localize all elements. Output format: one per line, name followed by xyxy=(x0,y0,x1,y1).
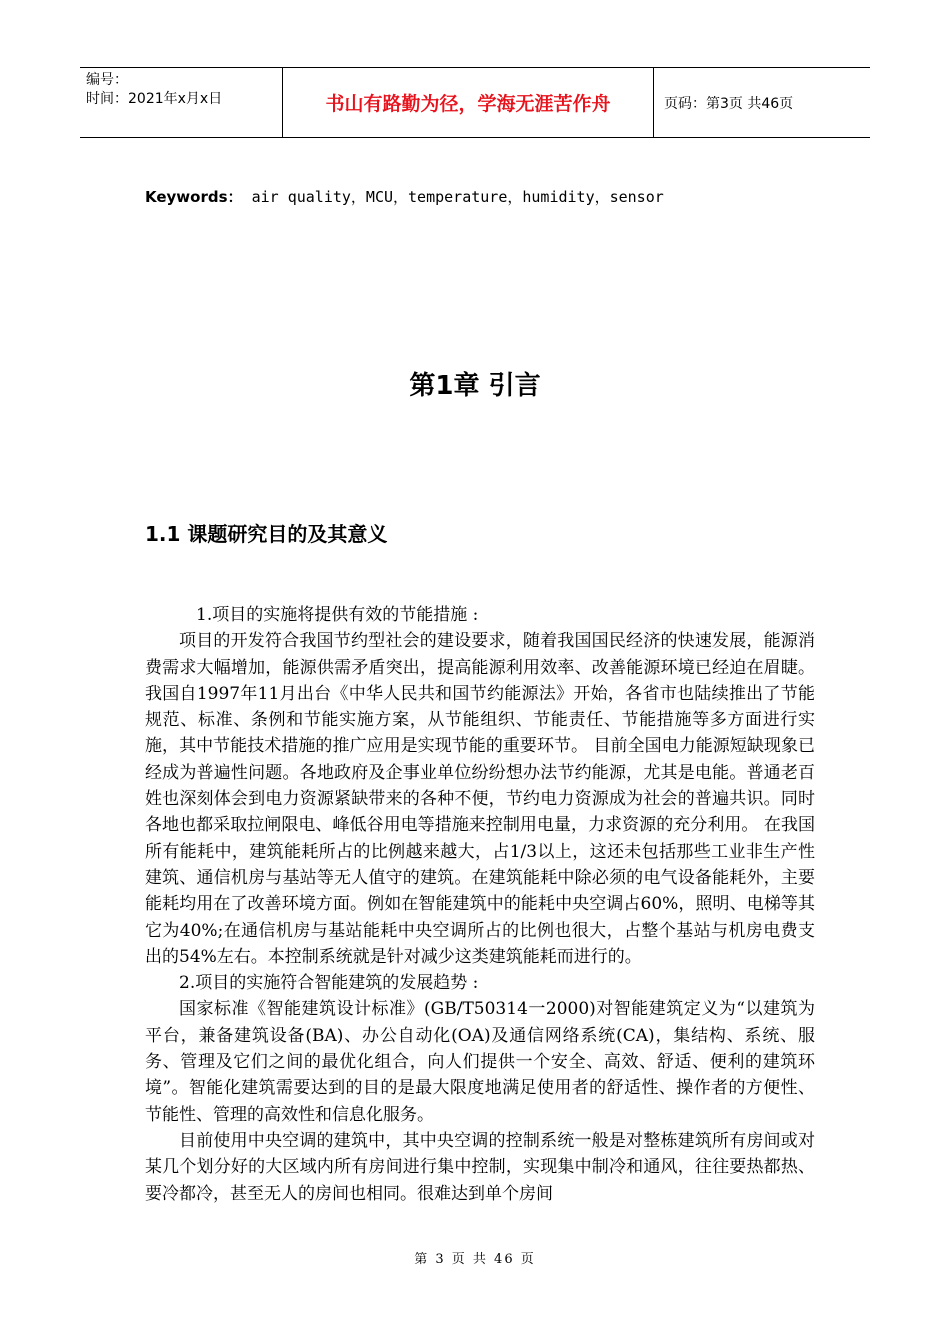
paragraph-5: 目前使用中央空调的建筑中，其中央空调的控制系统一般是对整栋建筑所有房间或对某几个划分好的大区域内所有房间进行集中控制，实现集中制冷和通风，往往要热都热、要冷都冷，甚至无人的房间也相同。很难达到单个房间 xyxy=(145,1130,815,1204)
header-meta xyxy=(80,68,282,137)
section-title: 1.1 课题研究目的及其意义 xyxy=(145,522,388,546)
paragraph-1: 1.项目的实施将提供有效的节能措施 : xyxy=(196,605,479,625)
keywords-label: Keywords： xyxy=(145,188,243,206)
header-motto: 书山有路勤为径，学海无涯苦作舟 xyxy=(282,68,654,137)
header-page-info: 页码：第3页 共46页 xyxy=(664,95,794,112)
keywords-line xyxy=(145,186,664,207)
page-header xyxy=(80,67,870,138)
time-label: 时间：2021年x月x日 xyxy=(86,91,223,107)
number-label: 编号： xyxy=(86,72,128,88)
keywords-text: air quality，MCU，temperature，humidity，sensor xyxy=(251,188,664,206)
paragraph-3: 2.项目的实施符合智能建筑的发展趋势 : xyxy=(179,973,479,994)
paragraph-4: 国家标准《智能建筑设计标准》(GB/T50314一2000)对智能建筑定义为“以建筑为平台，兼备建筑设备(BA)、办公自动化(OA)及通信网络系统(CA)，集结构、系统、服务、管理及它们之间的最优化组合，向人们提供一个安全、高效、舒适、便利的建筑环境”。智能化建筑需要达到的目的是最大限度地满足使用者的舒适性、操作者的方便性、节能性、管理的高效性和信息化服务。 xyxy=(145,999,815,1125)
footer-page-number: 第 3 页 共 46 页 xyxy=(414,1252,536,1267)
chapter-title: 第1章 引言 xyxy=(409,371,541,401)
paragraph-2: 项目的开发符合我国节约型社会的建设要求，随着我国国民经济的快速发展，能源消费需求大幅增加，能源供需矛盾突出，提高能源利用效率、改善能源环境已经迫在眉睫。我国自1997年11月出台《中华人民共和国节约能源法》开始，各省市也陆续推出了节能规范、标准、条例和节能实施方案，从节能组织、节能责任、节能措施等多方面进行实施，其中节能技术措施的推广应用是实现节能的重要环节。 目前全国电力能源短缺现象已经成为普遍性问题。各地政府及企事业单位纷纷想办法节约能源，尤其是电能。普通老百姓也深刻体会到电力资源紧缺带来的各种不便，节约电力资源成为社会的普遍共识。同时各地也都采取拉闸限电、峰低谷用电等措施来控制用电量，力求资源的充分利用。 在我国所有能耗中，建筑能耗所占的比例越来越大，占1/3以上，这还未包括那些工业非生产性建筑、通信机房与基站等无人值守的建筑。在建筑能耗中除必须的电气设备能耗外，主要能耗均用在了改善环境方面。例如在智能建筑中的能耗中央空调占60%，照明、电梯等其它为40%;在通信机房与基站能耗中央空调所占的比例也很大，占整个基站与机房电费支出的54%左右。本控制系统就是针对减少这类建筑能耗而进行的。 xyxy=(145,631,815,967)
body-text xyxy=(145,602,815,1207)
